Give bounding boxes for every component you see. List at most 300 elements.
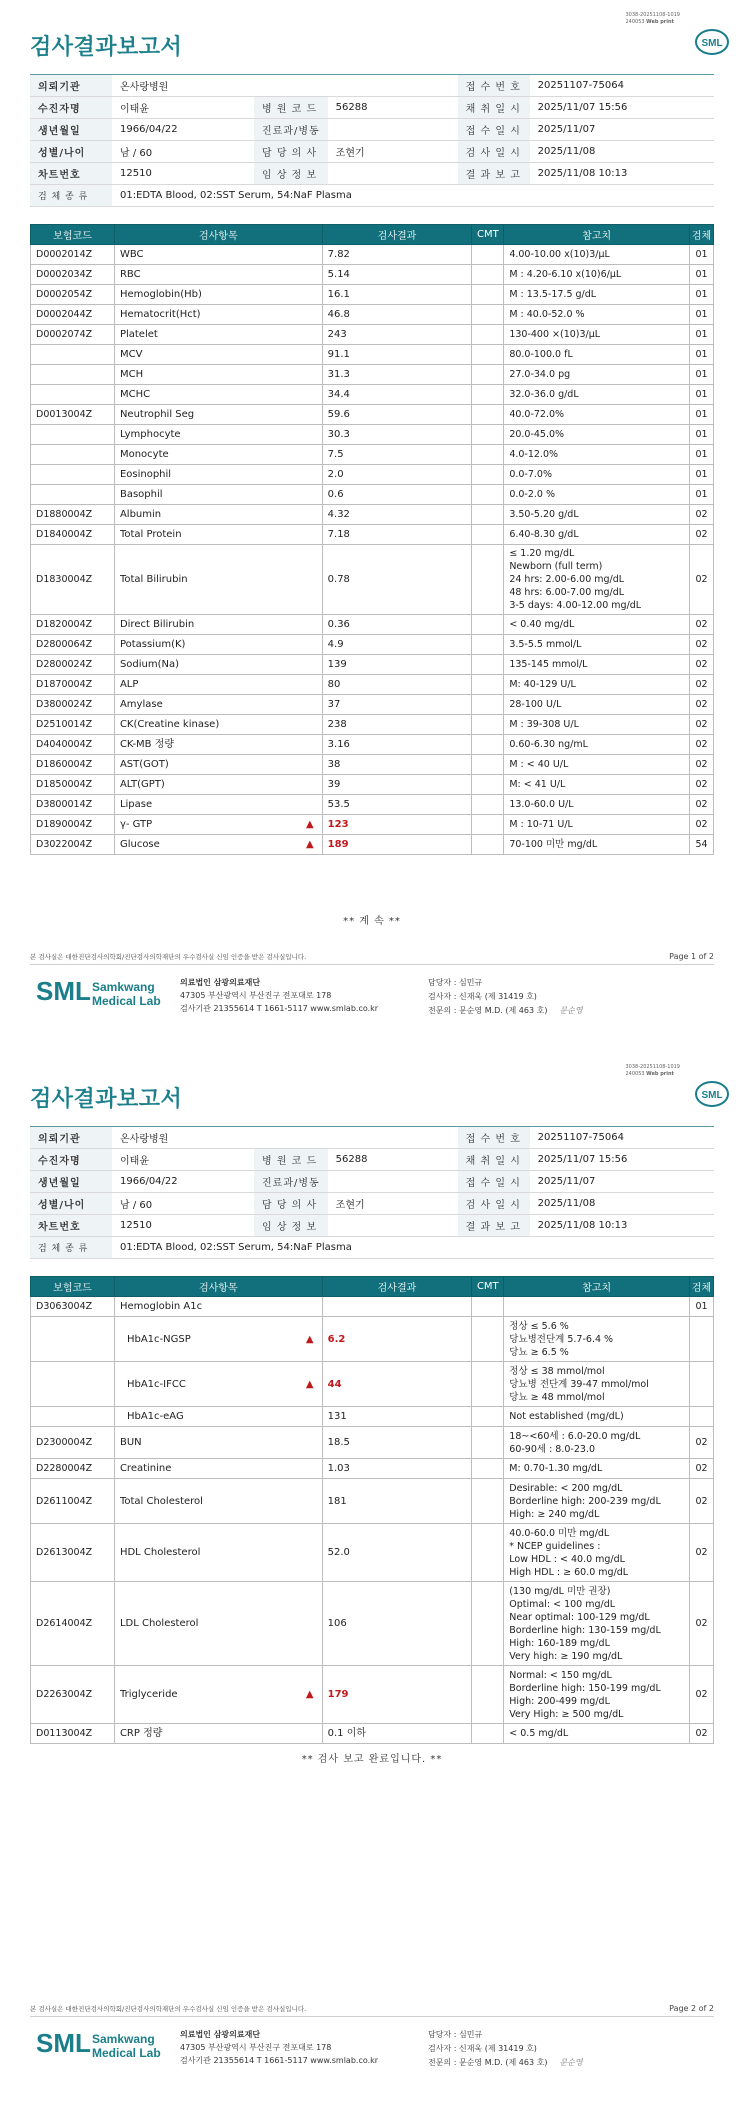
dob-value: 1966/04/22 [112, 1171, 254, 1193]
org-value: 온사랑병원 [112, 75, 458, 97]
test-item: MCH [114, 365, 322, 385]
comment [472, 1297, 504, 1317]
clinical-label: 임 상 정 보 [254, 163, 328, 185]
comment [472, 755, 504, 775]
insurance-code: D2800064Z [31, 635, 115, 655]
comment [472, 1582, 504, 1666]
comment [472, 285, 504, 305]
col-ref: 참고치 [504, 1277, 690, 1297]
specimen-code: 02 [689, 715, 713, 735]
insurance-code [31, 425, 115, 445]
result-row [31, 1459, 714, 1479]
test-item: Monocyte [114, 445, 322, 465]
comment [472, 675, 504, 695]
result-row [31, 1724, 714, 1744]
test-item-label: HbA1c-NGSP [126, 1333, 191, 1345]
svg-text:SML: SML [701, 38, 723, 49]
reference-range: Not established (mg/dL) [504, 1407, 690, 1427]
org-value: 온사랑병원 [112, 1127, 458, 1149]
reference-range: 130-400 ×(10)3/μL [504, 325, 690, 345]
insurance-code: D2510014Z [31, 715, 115, 735]
specimen-code: 01 [689, 405, 713, 425]
result-row [31, 485, 714, 505]
col-item: 검사항목 [114, 1277, 322, 1297]
patient-info-table [30, 1126, 714, 1259]
result-row [31, 345, 714, 365]
reference-range: M : 40.0-52.0 % [504, 305, 690, 325]
comment [472, 305, 504, 325]
col-spec: 검체 [689, 1277, 713, 1297]
test-result: 7.5 [322, 445, 472, 465]
comment [472, 345, 504, 365]
chart-no-value: 12510 [112, 163, 254, 185]
comment [472, 1666, 504, 1724]
reference-range: M : 4.20-6.10 x(10)6/μL [504, 265, 690, 285]
insurance-code: D2613004Z [31, 1524, 115, 1582]
insurance-code: D3800014Z [31, 795, 115, 815]
test-item: Albumin [114, 505, 322, 525]
test-result: 52.0 [322, 1524, 472, 1582]
doctor-value: 조현기 [328, 1193, 458, 1215]
result-row [31, 405, 714, 425]
test-result: 238 [322, 715, 472, 735]
result-row [31, 755, 714, 775]
test-result: 106 [322, 1582, 472, 1666]
specimen-code: 02 [689, 505, 713, 525]
insurance-code [31, 485, 115, 505]
specimen-code: 01 [689, 425, 713, 445]
test-item: Hemoglobin(Hb) [114, 285, 322, 305]
reference-range: Normal: < 150 mg/dL Borderline high: 150-199 mg/dL High: 200-499 mg/dL Very High: ≥ 500 mg/dL [504, 1666, 690, 1724]
col-code: 보험코드 [31, 1277, 115, 1297]
page-number: Page 2 of 2 [669, 2004, 714, 2013]
comment [472, 245, 504, 265]
high-flag-icon: ▲ [305, 1689, 314, 1700]
report-date-value: 2025/11/08 10:13 [530, 1215, 714, 1237]
result-row [31, 305, 714, 325]
insurance-code: D1820004Z [31, 615, 115, 635]
insurance-code [31, 345, 115, 365]
specimen-code: 02 [689, 795, 713, 815]
result-row [31, 425, 714, 445]
reference-range: 80.0-100.0 fL [504, 345, 690, 365]
specimen-code: 02 [689, 1479, 713, 1524]
patient-info-table [30, 74, 714, 207]
comment [472, 505, 504, 525]
collect-value: 2025/11/07 15:56 [530, 97, 714, 119]
specimen-code: 02 [689, 775, 713, 795]
comment [472, 635, 504, 655]
insurance-code [31, 385, 115, 405]
specimen-code: 02 [689, 1724, 713, 1744]
print-code: 3038-20251108-1019 240053 Web print [625, 1064, 680, 1077]
insurance-code: D0002054Z [31, 285, 115, 305]
result-row [31, 245, 714, 265]
specimen-code: 01 [689, 285, 713, 305]
test-result: 38 [322, 755, 472, 775]
comment [472, 695, 504, 715]
test-item: Potassium(K) [114, 635, 322, 655]
specimen-code: 54 [689, 835, 713, 855]
test-result [322, 835, 472, 855]
reference-range: 40.0-60.0 미만 mg/dL * NCEP guidelines : Low HDL : < 40.0 mg/dL High HDL : ≥ 60.0 mg/dL [504, 1524, 690, 1582]
comment [472, 815, 504, 835]
col-code: 보험코드 [31, 225, 115, 245]
col-item: 검사항목 [114, 225, 322, 245]
test-result: 18.5 [322, 1427, 472, 1459]
test-result [322, 815, 472, 835]
test-result: 5.14 [322, 265, 472, 285]
reference-range: 정상 ≤ 5.6 % 당뇨병전단계 5.7-6.4 % 당뇨 ≥ 6.5 % [504, 1317, 690, 1362]
footer-divider [30, 2016, 714, 2017]
specimen-code: 02 [689, 755, 713, 775]
receipt-date-label: 접 수 일 시 [458, 119, 530, 141]
specimen-code [689, 1407, 713, 1427]
reference-range: M : < 40 U/L [504, 755, 690, 775]
test-date-label: 검 사 일 시 [458, 141, 530, 163]
insurance-code: D1890004Z [31, 815, 115, 835]
insurance-code: D2614004Z [31, 1582, 115, 1666]
footer-staff: 담당자 : 심민규 검사자 : 신재욱 (제 31419 호) 전문의 : 문순영 M.D. (제 463 호) 문순영 [428, 976, 583, 1018]
collect-label: 채 취 일 시 [458, 97, 530, 119]
test-result: 2.0 [322, 465, 472, 485]
insurance-code: D2300004Z [31, 1427, 115, 1459]
test-result: 46.8 [322, 305, 472, 325]
test-result [322, 1317, 472, 1362]
reference-range: 70-100 미만 mg/dL [504, 835, 690, 855]
test-result [322, 1666, 472, 1724]
comment [472, 325, 504, 345]
comment [472, 835, 504, 855]
footer-logo-name1: Samkwang [92, 980, 155, 994]
specimen-code: 01 [689, 465, 713, 485]
comment [472, 1317, 504, 1362]
reference-range: 27.0-34.0 pg [504, 365, 690, 385]
result-row [31, 1407, 714, 1427]
insurance-code [31, 445, 115, 465]
reference-range: 135-145 mmol/L [504, 655, 690, 675]
footer-staff: 담당자 : 심민규 검사자 : 신재욱 (제 31419 호) 전문의 : 문순영 M.D. (제 463 호) 문순영 [428, 2028, 583, 2070]
specimen-code: 01 [689, 1297, 713, 1317]
specimen-code: 01 [689, 485, 713, 505]
reference-range: ≤ 1.20 mg/dL Newborn (full term) 24 hrs: 2.00-6.00 mg/dL 48 hrs: 6.00-7.00 mg/dL 3-5 days: 4.00-12.00 mg/dL [504, 545, 690, 615]
page-number: Page 1 of 2 [669, 952, 714, 961]
patient-value: 이태윤 [112, 97, 254, 119]
comment [472, 405, 504, 425]
reference-range: < 0.40 mg/dL [504, 615, 690, 635]
insurance-code: D1830004Z [31, 545, 115, 615]
test-item [114, 815, 322, 835]
test-item: Amylase [114, 695, 322, 715]
specimen-code: 01 [689, 445, 713, 465]
test-item: CK(Creatine kinase) [114, 715, 322, 735]
test-result: 59.6 [322, 405, 472, 425]
result-row [31, 1427, 714, 1459]
report-page-2 [0, 1052, 744, 2104]
collect-label: 채 취 일 시 [458, 1149, 530, 1171]
test-result: 39 [322, 775, 472, 795]
comment [472, 1724, 504, 1744]
result-row [31, 675, 714, 695]
reference-range: Desirable: < 200 mg/dL Borderline high: 200-239 mg/dL High: ≥ 240 mg/dL [504, 1479, 690, 1524]
high-value: 44 [327, 1378, 342, 1390]
comment [472, 1407, 504, 1427]
test-result: 37 [322, 695, 472, 715]
footer-logo [36, 972, 176, 1022]
insurance-code: D1880004Z [31, 505, 115, 525]
specimen-code [689, 1362, 713, 1407]
receipt-no-label: 접 수 번 호 [458, 1127, 530, 1149]
test-item: Hematocrit(Hct) [114, 305, 322, 325]
patient-label: 수진자명 [30, 97, 112, 119]
col-cmt: CMT [472, 1277, 504, 1297]
insurance-code: D0002034Z [31, 265, 115, 285]
result-row [31, 615, 714, 635]
test-result: 4.9 [322, 635, 472, 655]
report-date-label: 결 과 보 고 [458, 1215, 530, 1237]
comment [472, 1362, 504, 1407]
comment [472, 1459, 504, 1479]
specimen-code: 01 [689, 305, 713, 325]
test-date-value: 2025/11/08 [530, 141, 714, 163]
high-flag-icon: ▲ [305, 1333, 314, 1345]
hospital-code-label: 병 원 코 드 [254, 1149, 328, 1171]
test-item: ALT(GPT) [114, 775, 322, 795]
insurance-code [31, 1317, 115, 1362]
insurance-code: D1840004Z [31, 525, 115, 545]
reference-range: 13.0-60.0 U/L [504, 795, 690, 815]
reference-range: M: 40-129 U/L [504, 675, 690, 695]
doctor-label: 담 당 의 사 [254, 1193, 328, 1215]
receipt-no-label: 접 수 번 호 [458, 75, 530, 97]
result-row [31, 465, 714, 485]
specimen-code: 02 [689, 615, 713, 635]
collect-value: 2025/11/07 15:56 [530, 1149, 714, 1171]
test-result: 7.18 [322, 525, 472, 545]
footer-divider [30, 964, 714, 965]
continued-note: ** 계 속 ** [343, 916, 401, 927]
specimen-code: 02 [689, 545, 713, 615]
specimen-code: 02 [689, 1427, 713, 1459]
specimen-code: 01 [689, 265, 713, 285]
test-result: 91.1 [322, 345, 472, 365]
insurance-code: D2611004Z [31, 1479, 115, 1524]
certification-note: 본 검사실은 대한진단검사의학회/진단검사의학재단의 우수검사실 신임 인증을 받은 검사실입니다. [30, 2005, 307, 2013]
result-row [31, 1297, 714, 1317]
high-value: 179 [327, 1689, 349, 1700]
test-item-label: γ- GTP [119, 819, 153, 830]
test-result: 80 [322, 675, 472, 695]
insurance-code: D2263004Z [31, 1666, 115, 1724]
result-row [31, 735, 714, 755]
test-result: 139 [322, 655, 472, 675]
reference-range: (130 mg/dL 미만 권장) Optimal: < 100 mg/dL Near optimal: 100-129 mg/dL Borderline high: 130-159 mg/dL High: 160-189 mg/dL Very high: ≥ 190 mg/dL [504, 1582, 690, 1666]
dob-label: 생년월일 [30, 119, 112, 141]
receipt-date-value: 2025/11/07 [530, 1171, 714, 1193]
high-value: 6.2 [327, 1333, 346, 1345]
sexage-label: 성별/나이 [30, 1193, 112, 1215]
test-result: 243 [322, 325, 472, 345]
result-row [31, 695, 714, 715]
specimen-code: 02 [689, 525, 713, 545]
reference-range: M : 39-308 U/L [504, 715, 690, 735]
test-date-label: 검 사 일 시 [458, 1193, 530, 1215]
test-result: 16.1 [322, 285, 472, 305]
results-table-page-2 [30, 1276, 714, 1744]
footer-org: 의료법인 삼광의료재단 47305 부산광역시 부산진구 전포대로 178 검사기관 21355614 T 1661-5117 www.smlab.co.kr [180, 2030, 379, 2065]
result-row [31, 525, 714, 545]
patient-label: 수진자명 [30, 1149, 112, 1171]
specimen-code: 01 [689, 345, 713, 365]
test-item: Total Bilirubin [114, 545, 322, 615]
doctor-value: 조현기 [328, 141, 458, 163]
result-row [31, 365, 714, 385]
org-label: 의뢰기관 [30, 1127, 112, 1149]
test-item: Basophil [114, 485, 322, 505]
result-row [31, 445, 714, 465]
reference-range: 18~<60세 : 6.0-20.0 mg/dL 60-90세 : 8.0-23.0 [504, 1427, 690, 1459]
test-result: 0.1 이하 [322, 1724, 472, 1744]
reference-range: 0.0-2.0 % [504, 485, 690, 505]
test-item: CRP 정량 [114, 1724, 322, 1744]
specimen-code: 01 [689, 365, 713, 385]
test-item [114, 835, 322, 855]
specimen-code: 02 [689, 735, 713, 755]
result-row [31, 385, 714, 405]
reference-range: M : 13.5-17.5 g/dL [504, 285, 690, 305]
sml-logo-icon [694, 1080, 730, 1108]
test-result: 30.3 [322, 425, 472, 445]
specimen-code: 02 [689, 815, 713, 835]
high-value: 123 [327, 819, 349, 830]
test-result: 0.6 [322, 485, 472, 505]
dept-value [328, 119, 458, 141]
col-result: 검사결과 [322, 225, 472, 245]
insurance-code: D0013004Z [31, 405, 115, 425]
result-row [31, 835, 714, 855]
page-title: 검사결과보고서 [30, 1087, 183, 1112]
hospital-code-value: 56288 [328, 1149, 458, 1171]
col-result: 검사결과 [322, 1277, 472, 1297]
insurance-code [31, 1407, 115, 1427]
footer-logo-name2: Medical Lab [92, 994, 161, 1008]
result-row [31, 265, 714, 285]
col-ref: 참고치 [504, 225, 690, 245]
high-flag-icon: ▲ [305, 1378, 314, 1390]
comment [472, 615, 504, 635]
insurance-code [31, 465, 115, 485]
test-item: MCV [114, 345, 322, 365]
report-date-label: 결 과 보 고 [458, 163, 530, 185]
result-row [31, 1479, 714, 1524]
receipt-date-label: 접 수 일 시 [458, 1171, 530, 1193]
comment [472, 1427, 504, 1459]
result-row [31, 795, 714, 815]
receipt-date-value: 2025/11/07 [530, 119, 714, 141]
test-item [114, 1666, 322, 1724]
test-item: Lymphocyte [114, 425, 322, 445]
reference-range: M : 10-71 U/L [504, 815, 690, 835]
test-result [322, 1362, 472, 1407]
test-item: AST(GOT) [114, 755, 322, 775]
test-result: 7.82 [322, 245, 472, 265]
result-row [31, 775, 714, 795]
test-item: RBC [114, 265, 322, 285]
test-item: Lipase [114, 795, 322, 815]
specimen-code: 01 [689, 245, 713, 265]
comment [472, 545, 504, 615]
comment [472, 445, 504, 465]
test-result: 34.4 [322, 385, 472, 405]
report-complete-note: ** 검사 보고 완료입니다. ** [301, 1754, 443, 1765]
signature: 문순영 [559, 1006, 583, 1015]
test-item-label: Triglyceride [119, 1689, 178, 1700]
specimen-code: 01 [689, 325, 713, 345]
reference-range: 28-100 U/L [504, 695, 690, 715]
report-date-value: 2025/11/08 10:13 [530, 163, 714, 185]
test-item: WBC [114, 245, 322, 265]
reference-range [504, 1297, 690, 1317]
insurance-code: D3022004Z [31, 835, 115, 855]
insurance-code [31, 365, 115, 385]
dept-value [328, 1171, 458, 1193]
comment [472, 525, 504, 545]
test-result: 131 [322, 1407, 472, 1427]
reference-range: 32.0-36.0 g/dL [504, 385, 690, 405]
test-item: Total Protein [114, 525, 322, 545]
test-item-label: HbA1c-IFCC [126, 1378, 186, 1390]
comment [472, 715, 504, 735]
test-item: Eosinophil [114, 465, 322, 485]
test-item: Sodium(Na) [114, 655, 322, 675]
hospital-code-value: 56288 [328, 97, 458, 119]
result-row [31, 1666, 714, 1724]
insurance-code: D1860004Z [31, 755, 115, 775]
test-date-value: 2025/11/08 [530, 1193, 714, 1215]
specimen-code [689, 1317, 713, 1362]
clinical-value [328, 163, 458, 185]
signature: 문순영 [559, 2058, 583, 2067]
footer-logo-name2: Medical Lab [92, 2046, 161, 2060]
result-row [31, 635, 714, 655]
test-item: LDL Cholesterol [114, 1582, 322, 1666]
insurance-code: D3063004Z [31, 1297, 115, 1317]
test-item: CK-MB 정량 [114, 735, 322, 755]
specimen-code: 02 [689, 1459, 713, 1479]
result-row [31, 715, 714, 735]
specimen-code: 02 [689, 1666, 713, 1724]
reference-range: 0.60-6.30 ng/mL [504, 735, 690, 755]
footer-logo [36, 2024, 176, 2074]
result-row [31, 285, 714, 305]
reference-range: 6.40-8.30 g/dL [504, 525, 690, 545]
test-item: ALP [114, 675, 322, 695]
test-result: 4.32 [322, 505, 472, 525]
chart-no-label: 차트번호 [30, 163, 112, 185]
test-item-label: Glucose [119, 839, 160, 850]
specimen-label: 검 체 종 류 [30, 185, 112, 207]
comment [472, 265, 504, 285]
reference-range: 40.0-72.0% [504, 405, 690, 425]
dob-value: 1966/04/22 [112, 119, 254, 141]
test-result: 0.36 [322, 615, 472, 635]
result-row [31, 505, 714, 525]
sexage-label: 성별/나이 [30, 141, 112, 163]
high-value: 189 [327, 839, 349, 850]
results-table-page-1 [30, 224, 714, 855]
comment [472, 1524, 504, 1582]
result-row [31, 1362, 714, 1407]
